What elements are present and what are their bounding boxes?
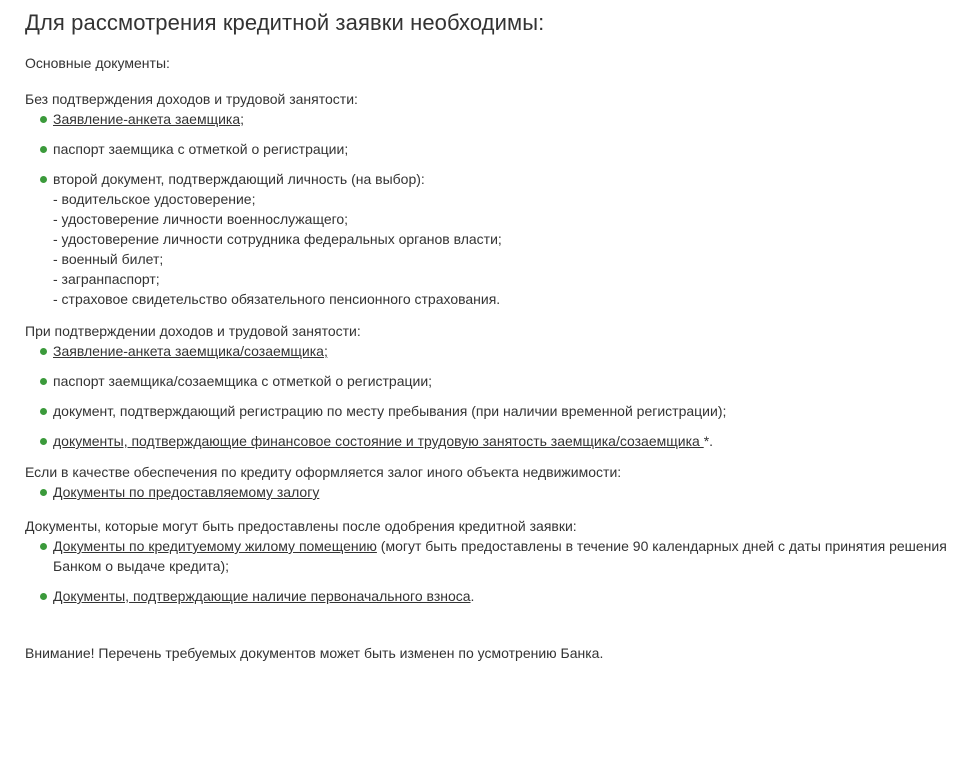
second-doc-option: - удостоверение личности военнослужащего; [53, 211, 349, 227]
list-item [25, 401, 965, 421]
page-title: Для рассмотрения кредитной заявки необходимы: [25, 10, 545, 35]
list-item [25, 109, 965, 129]
list-item-text: второй документ, подтверждающий личность (на выбор): [53, 171, 425, 187]
financial-docs-link[interactable]: документы, подтверждающие финансовое состояние и трудовую занятость заемщика/созаемщика [53, 433, 704, 449]
second-doc-option: - водительское удостоверение; [53, 191, 256, 207]
list-item-text: (могут быть предоставлены в течение 90 календарных дней с даты принятия решения Банком о выдаче кредита); [53, 538, 947, 574]
list-item [25, 586, 965, 606]
documents-page [25, 0, 965, 663]
second-doc-option: - страховое свидетельство обязательного пенсионного страхования. [53, 291, 501, 307]
bullet-icon [40, 378, 47, 385]
bullet-icon [40, 438, 47, 445]
bullet-icon [40, 176, 47, 183]
bullet-icon [40, 408, 47, 415]
list-item [25, 536, 965, 576]
collateral-heading: Если в качестве обеспечения по кредиту оформляется залог иного объекта недвижимости: [25, 464, 622, 480]
list-item [25, 169, 965, 309]
list-item [25, 341, 965, 361]
list-item [25, 371, 965, 391]
list-item-text: паспорт заемщика с отметкой о регистрации; [53, 141, 349, 157]
after-approval-heading: Документы, которые могут быть предоставлены после одобрения кредитной заявки: [25, 518, 577, 534]
bullet-icon [40, 146, 47, 153]
without-income-heading: Без подтверждения доходов и трудовой занятости: [25, 91, 358, 107]
bullet-icon [40, 348, 47, 355]
collateral-docs-link[interactable]: Документы по предоставляемому залогу [53, 484, 320, 500]
down-payment-docs-link[interactable]: Документы, подтверждающие наличие первоначального взноса [53, 588, 471, 604]
bullet-icon [40, 116, 47, 123]
second-doc-option: - загранпаспорт; [53, 271, 160, 287]
second-doc-option: - военный билет; [53, 251, 164, 267]
after-approval-list [25, 536, 965, 606]
with-income-list [25, 341, 965, 451]
bullet-icon [40, 489, 47, 496]
without-income-list [25, 109, 965, 309]
co-borrower-form-link[interactable]: Заявление-анкета заемщика/созаемщика; [53, 343, 328, 359]
list-item-text: . [470, 588, 475, 604]
list-item-text: паспорт заемщика/созаемщика с отметкой о регистрации; [53, 373, 433, 389]
second-doc-option: - удостоверение личности сотрудника федеральных органов власти; [53, 231, 502, 247]
list-item [25, 139, 965, 159]
list-item [25, 431, 965, 451]
bullet-icon [40, 593, 47, 600]
with-income-heading: При подтверждении доходов и трудовой занятости: [25, 323, 361, 339]
list-item [25, 482, 965, 502]
footnote-mark: *. [703, 433, 714, 449]
list-item-text: документ, подтверждающий регистрацию по месту пребывания (при наличии временной регистрации); [53, 403, 727, 419]
collateral-list [25, 482, 965, 502]
attention-note: Внимание! Перечень требуемых документов может быть изменен по усмотрению Банка. [25, 645, 604, 661]
bullet-icon [40, 543, 47, 550]
main-docs-label: Основные документы: [25, 55, 170, 71]
housing-docs-link[interactable]: Документы по кредитуемому жилому помещению [53, 538, 377, 554]
application-form-link[interactable]: Заявление-анкета заемщика; [53, 111, 245, 127]
